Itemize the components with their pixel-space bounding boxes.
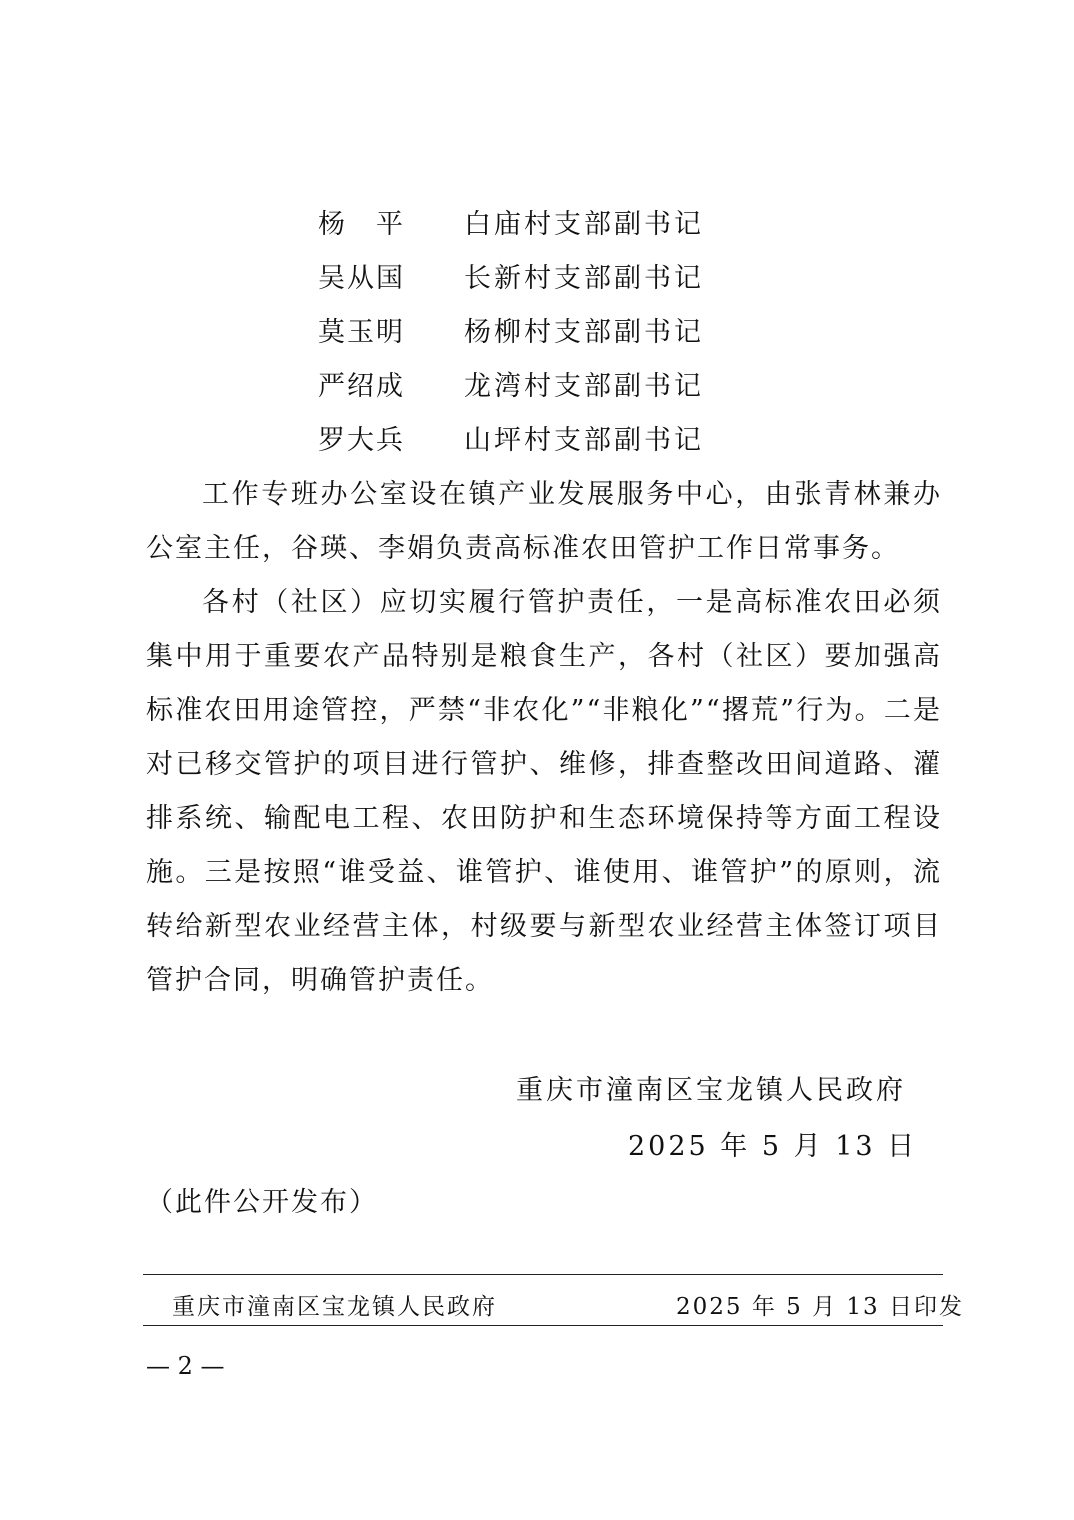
footer-rule-top bbox=[143, 1274, 943, 1275]
member-name: 吴从国 bbox=[318, 263, 405, 294]
footer-issued-date: 2025 年 5 月 13 日印发 bbox=[676, 1294, 964, 1320]
member-row bbox=[318, 414, 738, 468]
member-role: 长新村支部副书记 bbox=[464, 263, 704, 294]
member-role: 山坪村支部副书记 bbox=[464, 425, 704, 456]
member-row bbox=[318, 306, 738, 360]
duties-paragraph: 各村（社区）应切实履行管护责任，一是高标准农田必须集中用于重要农产品特别是粮食生产，各村（社区）要加强高标准农田用途管控，严禁“非农化”“非粮化”“撂荒”行为。二是对已移交管护的项目进行管护、维修，排查整改田间道路、灌排系统、输配电工程、农田防护和生态环境保持等方面工程设施。三是按照“谁受益、谁管护、谁使用、谁管护”的原则，流转给新型农业经营主体，村级要与新型农业经营主体签订项目管护合同，明确管护责任。 bbox=[146, 587, 942, 996]
signature-date: 2025 年 5 月 13 日 bbox=[628, 1131, 918, 1162]
member-name: 杨 平 bbox=[318, 209, 405, 240]
member-role: 龙湾村支部副书记 bbox=[464, 371, 704, 402]
member-row bbox=[318, 360, 738, 414]
member-row bbox=[318, 198, 738, 252]
member-name: 罗大兵 bbox=[318, 425, 405, 456]
member-name: 严绍成 bbox=[318, 371, 405, 402]
disclosure-note: （此件公开发布） bbox=[146, 1187, 378, 1218]
page-number: — 2 — bbox=[146, 1352, 225, 1380]
signature-organization: 重庆市潼南区宝龙镇人民政府 bbox=[516, 1075, 906, 1106]
footer-organization: 重庆市潼南区宝龙镇人民政府 bbox=[172, 1294, 497, 1320]
member-role: 杨柳村支部副书记 bbox=[464, 317, 704, 348]
office-paragraph: 工作专班办公室设在镇产业发展服务中心，由张青林兼办公室主任，谷瑛、李娟负责高标准农田管护工作日常事务。 bbox=[146, 479, 942, 564]
member-name: 莫玉明 bbox=[318, 317, 405, 348]
footer-rule-bottom bbox=[143, 1325, 943, 1326]
member-list bbox=[318, 198, 738, 468]
member-role: 白庙村支部副书记 bbox=[464, 209, 704, 240]
member-row bbox=[318, 252, 738, 306]
